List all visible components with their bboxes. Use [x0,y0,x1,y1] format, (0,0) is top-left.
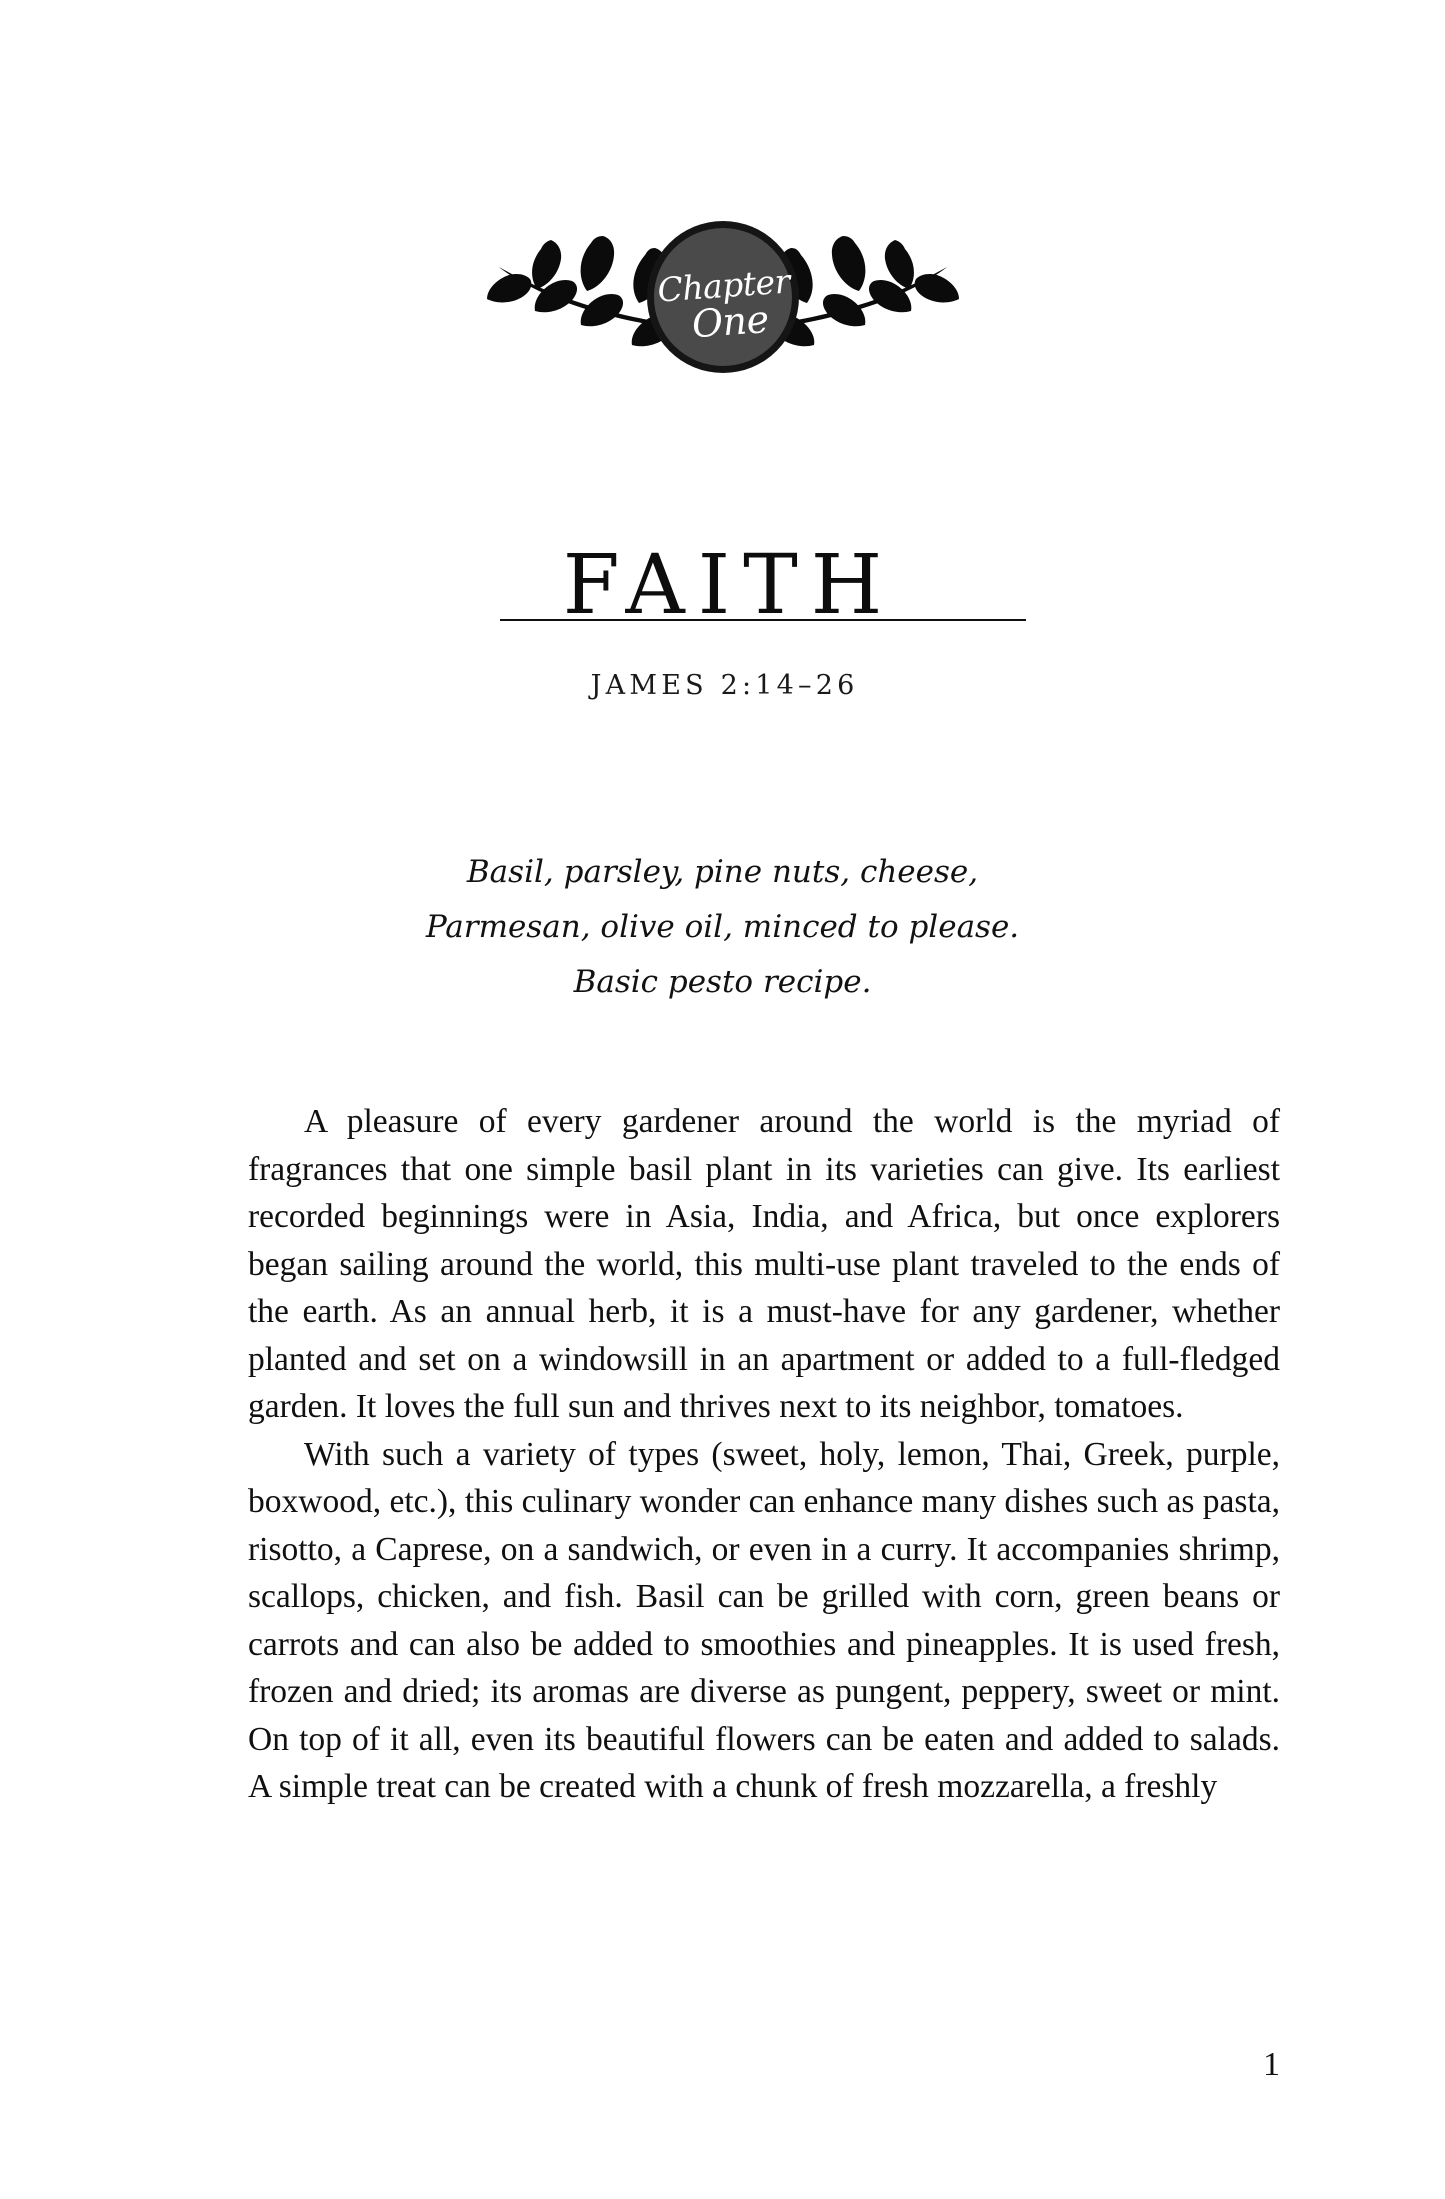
epigraph-line-2: Parmesan, olive oil, minced to please. [425,909,1020,945]
body-paragraph: With such a variety of types (sweet, holy, lemon, Thai, Greek, purple, boxwood, etc.), this culinary wonder can enhance many dishes such as pasta, risotto, a Caprese, on a sandwich, or even in a curry. It accompanies shrimp, scallops, chicken, and fish. Basil can be grilled with corn, green beans or carrots and can also be added to smoothies and pineapples. It is used fresh, frozen and dried; its aromas are diverse as pungent, peppery, sweet or mint. On top of it all, even its beautiful flowers can be eaten and added to salads. A simple treat can be created with a chunk of fresh mozzarella, a freshly [248,1435,1280,1805]
body-paragraph: A pleasure of every gardener around the world is the myriad of fragrances that one simple basil plant in its varieties can give. Its earliest recorded beginnings were in Asia, India, and Africa, but once explorers began sailing around the world, this multi-use plant traveled to the ends of the earth. As an annual herb, it is a must-have for any gardener, whether planted and set on a windowsill in an apartment or added to a full-fledged garden. It loves the full sun and thrives next to its neighbor, tomatoes. [248,1103,1280,1425]
title-divider [500,619,1026,621]
chapter-ornament [0,205,1445,405]
ornament-script-line-2: One [689,296,770,346]
epigraph [0,845,1445,1010]
laurel-badge-svg [413,205,1033,405]
scripture-reference: JAMES 2:14–26 [590,670,859,701]
badge-fill [654,228,792,366]
ornament-script-line-1: Chapter [655,261,791,310]
epigraph-line-3: Basic pesto recipe. [573,964,872,1000]
body-text [248,1098,1280,1811]
page-title: FAITH [562,537,896,633]
epigraph-line-1: Basil, parsley, pine nuts, cheese, [466,854,979,890]
page-number: 1 [1263,2046,1280,2083]
